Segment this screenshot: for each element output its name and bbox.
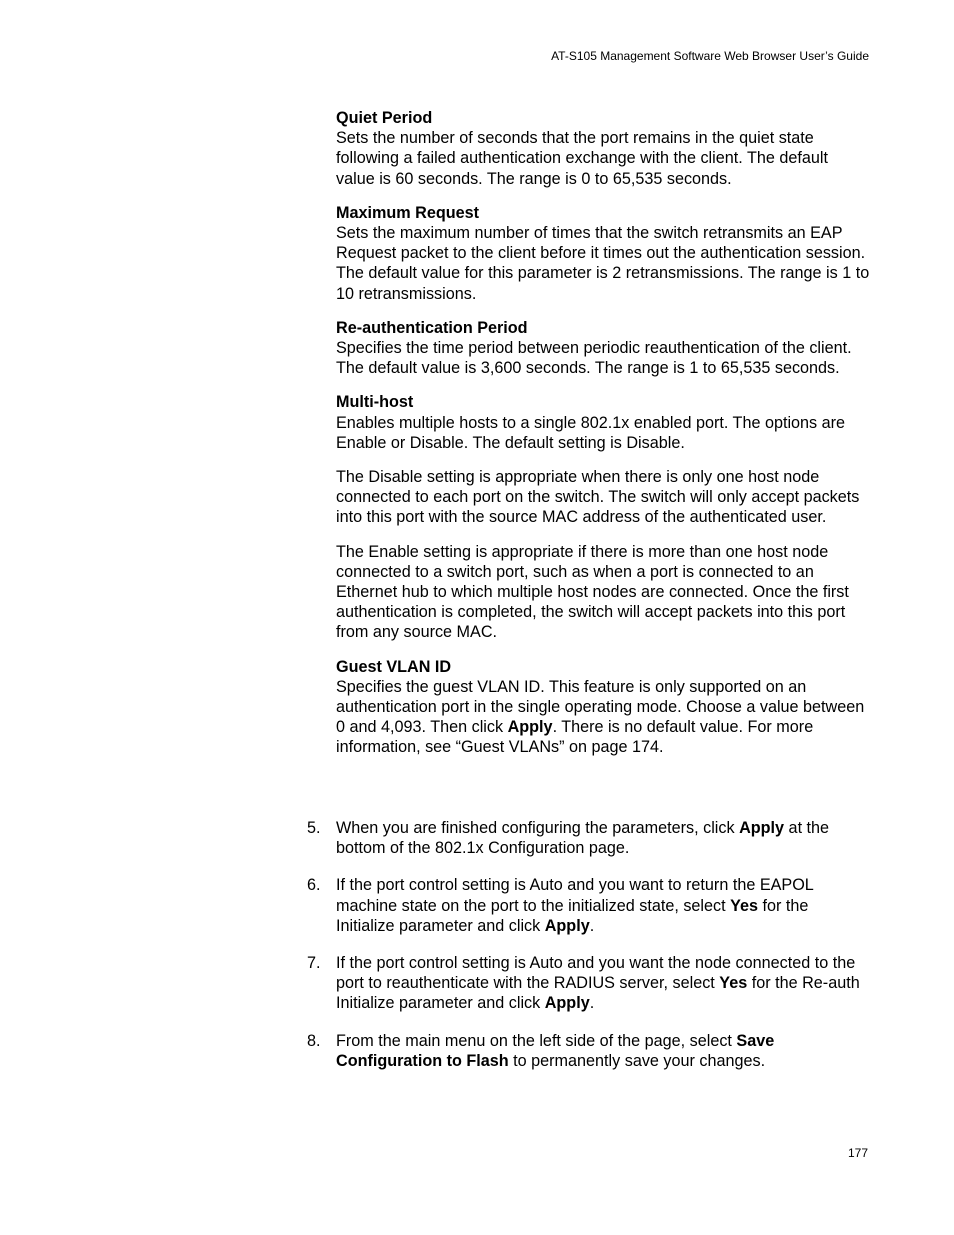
step-text (336, 1031, 871, 1071)
page-number: 177 (847, 1146, 868, 1160)
running-header: AT-S105 Management Software Web Browser User’s Guide (551, 49, 869, 63)
step-8 (307, 1031, 871, 1071)
desc-text: . There is no default value. For more information, see “Guest VLANs” on page 174. (336, 718, 814, 757)
step-number: 6. (307, 876, 321, 895)
step-number: 7. (307, 954, 321, 973)
procedure-steps (307, 818, 871, 1088)
step-6 (307, 875, 871, 936)
bold-text: Apply (544, 916, 590, 935)
param-description: Sets the maximum number of times that the switch retransmits an EAP Request packet to the client before it times out the authentication session. The default value for this parameter is 2 retransmissions. The range is 1 to 10 retransmissions. (336, 224, 870, 303)
param-guest-vlan-id (336, 657, 871, 758)
text: . (589, 994, 595, 1013)
param-maximum-request (336, 203, 871, 304)
param-title: Maximum Request (336, 203, 480, 222)
multi-host-disable-note: The Disable setting is appropriate when there is only one host node connected to each port on the switch. The switch will only accept packets into this port with the source MAC address of the authenticated user. (336, 468, 860, 527)
param-title: Quiet Period (336, 109, 433, 127)
text: When you are finished configuring the parameters, click (336, 819, 740, 837)
step-text (336, 875, 871, 936)
param-description: Enables multiple hosts to a single 802.1x enabled port. The options are Enable or Disable. The default setting is Disable. (336, 413, 846, 452)
bold-text: Apply (739, 819, 785, 837)
step-text (336, 818, 871, 858)
step-number: 5. (307, 819, 321, 837)
text: If the port control setting is Auto and you want the node connected to the port to reauthenticate with the RADIUS server, select (336, 954, 856, 993)
param-title: Multi-host (336, 393, 414, 412)
param-title: Guest VLAN ID (336, 657, 452, 676)
text: From the main menu on the left side of the page, select (336, 1031, 737, 1050)
text: to permanently save your changes. (508, 1051, 766, 1070)
step-text (336, 953, 871, 1014)
step-5 (307, 818, 871, 858)
bold-text: Yes (730, 896, 759, 915)
desc-text: Specifies the guest VLAN ID. This feature is only supported on an authentication port in the single operating mode. Choose a value between 0 and 4,093. Then click (336, 677, 865, 737)
bold-text: Apply (544, 994, 590, 1013)
step-7 (307, 953, 871, 1014)
param-quiet-period (336, 108, 871, 189)
text: at the bottom of the 802.1x Configuration page. (336, 819, 830, 858)
text: . (589, 916, 595, 935)
bold-text: Save Configuration to Flash (336, 1031, 775, 1070)
param-title: Re-authentication Period (336, 318, 528, 337)
text: If the port control setting is Auto and you want to return the EAPOL machine state on the port to the initialized state, select (336, 876, 814, 915)
param-description: Sets the number of seconds that the port remains in the quiet state following a failed authentication exchange with the client. The default value is 60 seconds. The range is 0 to 65,535 seconds. (336, 129, 828, 188)
param-description (336, 677, 871, 758)
param-multi-host (336, 392, 871, 642)
param-description: Specifies the time period between periodic reauthentication of the client. The default value is 3,600 seconds. The range is 1 to 65,535 seconds. (336, 339, 852, 378)
param-reauthentication-period (336, 318, 871, 379)
multi-host-enable-note: The Enable setting is appropriate if there is more than one host node connected to a switch port, such as when a port is connected to an Ethernet hub to which multiple host nodes are connected. Once the first authentication is completed, the switch will accept packets into this port from any source MAC. (336, 542, 849, 642)
step-number: 8. (307, 1031, 321, 1050)
text: for the Initialize parameter and click (336, 896, 809, 935)
bold-text: Yes (719, 974, 748, 993)
parameter-descriptions (336, 108, 871, 772)
text: for the Re-auth Initialize parameter and click (336, 974, 860, 1013)
desc-bold-apply: Apply (507, 718, 553, 737)
